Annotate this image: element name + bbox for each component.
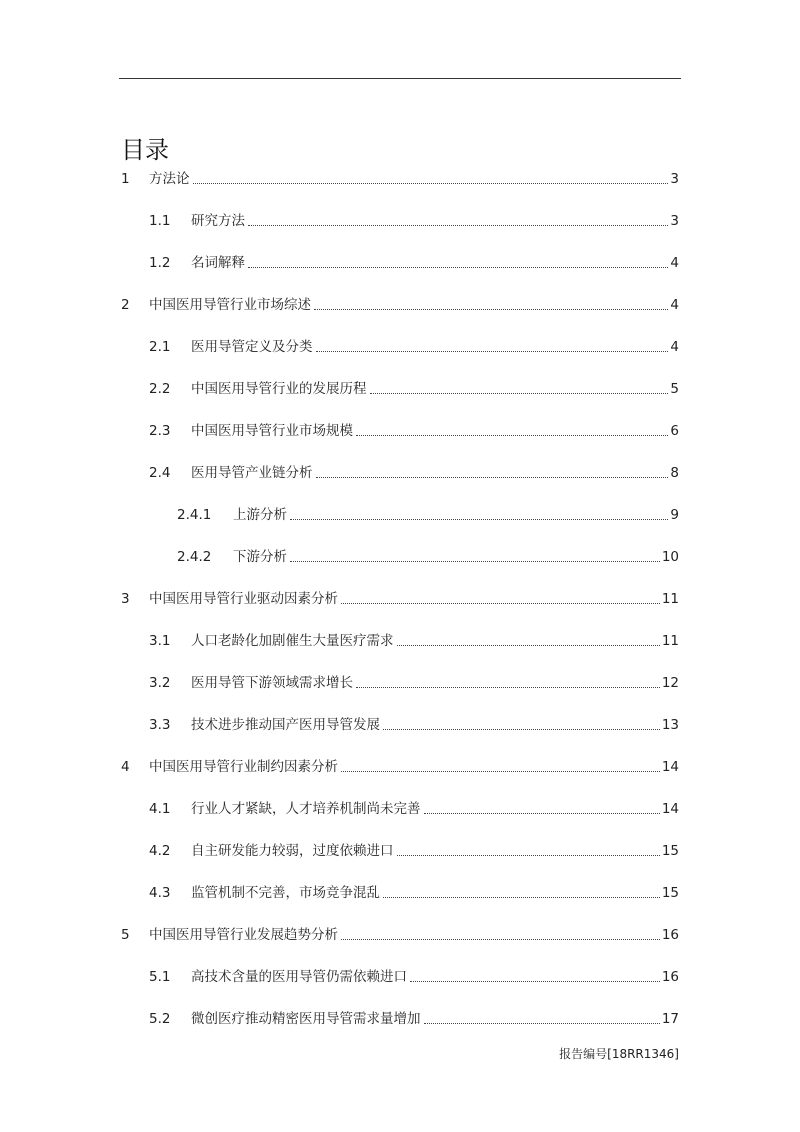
toc-entry[interactable] — [149, 376, 679, 398]
toc-entry-page: 3 — [670, 171, 679, 187]
toc-entry-title: 自主研发能力较弱，过度依赖进口 — [191, 843, 394, 859]
toc-entry-page: 6 — [670, 423, 679, 439]
toc-entry-number: 4.1 — [149, 801, 171, 817]
toc-entry-title: 中国医用导管行业市场综述 — [149, 297, 311, 313]
dot-leader — [248, 225, 668, 226]
dot-leader — [341, 771, 660, 772]
toc-entry-number: 2.2 — [149, 381, 171, 397]
dot-leader — [341, 939, 660, 940]
toc-entry-number: 5.2 — [149, 1011, 171, 1027]
toc-entry-page: 16 — [661, 927, 679, 943]
toc-entry[interactable] — [177, 502, 679, 524]
dot-leader — [397, 645, 660, 646]
toc-entry-page: 14 — [661, 759, 679, 775]
toc-entry-page: 14 — [661, 801, 679, 817]
dot-leader — [370, 393, 669, 394]
toc-entry[interactable] — [121, 166, 679, 188]
toc-entry-number: 3 — [121, 591, 130, 607]
toc-entry-number: 3.3 — [149, 717, 171, 733]
toc-entry-page: 11 — [661, 591, 679, 607]
toc-entry-title: 名词解释 — [191, 255, 245, 271]
dot-leader — [383, 729, 660, 730]
toc-entry-page: 9 — [670, 507, 679, 523]
toc-entry-page: 8 — [670, 465, 679, 481]
toc-entry-number: 2.1 — [149, 339, 171, 355]
toc-entry-title: 中国医用导管行业制约因素分析 — [149, 759, 338, 775]
toc-entry-page: 13 — [661, 717, 679, 733]
toc-entry-title: 高技术含量的医用导管仍需依赖进口 — [191, 969, 407, 985]
report-code: 报告编号[18RR1346] — [559, 1047, 679, 1061]
toc-entry-title: 下游分析 — [233, 549, 287, 565]
toc-entry-page: 15 — [661, 885, 679, 901]
toc-entry-title: 上游分析 — [233, 507, 287, 523]
toc-entry-title: 医用导管定义及分类 — [191, 339, 313, 355]
toc-entry-title: 中国医用导管行业驱动因素分析 — [149, 591, 338, 607]
toc-entry-page: 15 — [661, 843, 679, 859]
toc-entry-title: 医用导管下游领域需求增长 — [191, 675, 353, 691]
toc-entry[interactable] — [149, 460, 679, 482]
toc-entry-page: 4 — [670, 255, 679, 271]
toc-entry-title: 医用导管产业链分析 — [191, 465, 313, 481]
toc-entry[interactable] — [149, 838, 679, 860]
toc-entry-title: 中国医用导管行业发展趋势分析 — [149, 927, 338, 943]
toc-entry-number: 2.3 — [149, 423, 171, 439]
toc-entry-title: 中国医用导管行业的发展历程 — [191, 381, 367, 397]
dot-leader — [316, 351, 669, 352]
toc-entry-number: 5 — [121, 927, 130, 943]
dot-leader — [341, 603, 660, 604]
toc-entry-title: 人口老龄化加剧催生大量医疗需求 — [191, 633, 394, 649]
toc-title: 目录 — [121, 136, 169, 165]
toc-entry-page: 5 — [670, 381, 679, 397]
toc-entry-page: 4 — [670, 339, 679, 355]
dot-leader — [424, 1023, 660, 1024]
toc-entry-number: 2.4.2 — [177, 549, 212, 565]
dot-leader — [410, 981, 660, 982]
dot-leader — [248, 267, 668, 268]
toc-entry-number: 4 — [121, 759, 130, 775]
dot-leader — [314, 309, 668, 310]
dot-leader — [290, 519, 668, 520]
toc-entry-number: 1.2 — [149, 255, 171, 271]
dot-leader — [290, 561, 660, 562]
toc-entry[interactable] — [177, 544, 679, 566]
toc-entry-number: 2.4 — [149, 465, 171, 481]
toc-entry-number: 4.3 — [149, 885, 171, 901]
toc-entry-title: 方法论 — [149, 171, 190, 187]
toc-entry-page: 12 — [661, 675, 679, 691]
toc-entry[interactable] — [149, 964, 679, 986]
toc-entry[interactable] — [149, 628, 679, 650]
dot-leader — [356, 687, 660, 688]
toc-entry[interactable] — [149, 712, 679, 734]
toc-entry[interactable] — [121, 754, 679, 776]
toc-entry[interactable] — [149, 250, 679, 272]
toc-entry-title: 研究方法 — [191, 213, 245, 229]
toc-entry-title: 中国医用导管行业市场规模 — [191, 423, 353, 439]
toc-entry-page: 3 — [670, 213, 679, 229]
toc-entry[interactable] — [121, 586, 679, 608]
dot-leader — [316, 477, 669, 478]
toc-entry[interactable] — [149, 334, 679, 356]
toc-entry-title: 行业人才紧缺，人才培养机制尚未完善 — [191, 801, 421, 817]
toc-entry-number: 5.1 — [149, 969, 171, 985]
dot-leader — [424, 813, 660, 814]
toc-entry-page: 10 — [661, 549, 679, 565]
toc-entry[interactable] — [121, 922, 679, 944]
toc-entry-page: 4 — [670, 297, 679, 313]
toc-entry-title: 监管机制不完善，市场竞争混乱 — [191, 885, 380, 901]
toc-entry[interactable] — [149, 670, 679, 692]
toc-entry-number: 2.4.1 — [177, 507, 212, 523]
toc-entry[interactable] — [149, 418, 679, 440]
dot-leader — [193, 183, 669, 184]
dot-leader — [397, 855, 660, 856]
toc-entry[interactable] — [149, 796, 679, 818]
toc-entry[interactable] — [149, 880, 679, 902]
toc-entry-number: 1.1 — [149, 213, 171, 229]
toc-entry-number: 4.2 — [149, 843, 171, 859]
dot-leader — [356, 435, 668, 436]
toc-entry-page: 11 — [661, 633, 679, 649]
toc-entry-number: 1 — [121, 171, 130, 187]
toc-entry[interactable] — [149, 208, 679, 230]
toc-entry-page: 16 — [661, 969, 679, 985]
toc-entry-number: 2 — [121, 297, 130, 313]
toc-entry-number: 3.1 — [149, 633, 171, 649]
toc-entry[interactable] — [121, 292, 679, 314]
toc-entry-title: 微创医疗推动精密医用导管需求量增加 — [191, 1011, 421, 1027]
dot-leader — [383, 897, 660, 898]
toc-entry[interactable] — [149, 1006, 679, 1028]
toc-entry-page: 17 — [661, 1011, 679, 1027]
toc-entry-number: 3.2 — [149, 675, 171, 691]
toc-entry-title: 技术进步推动国产医用导管发展 — [191, 717, 380, 733]
